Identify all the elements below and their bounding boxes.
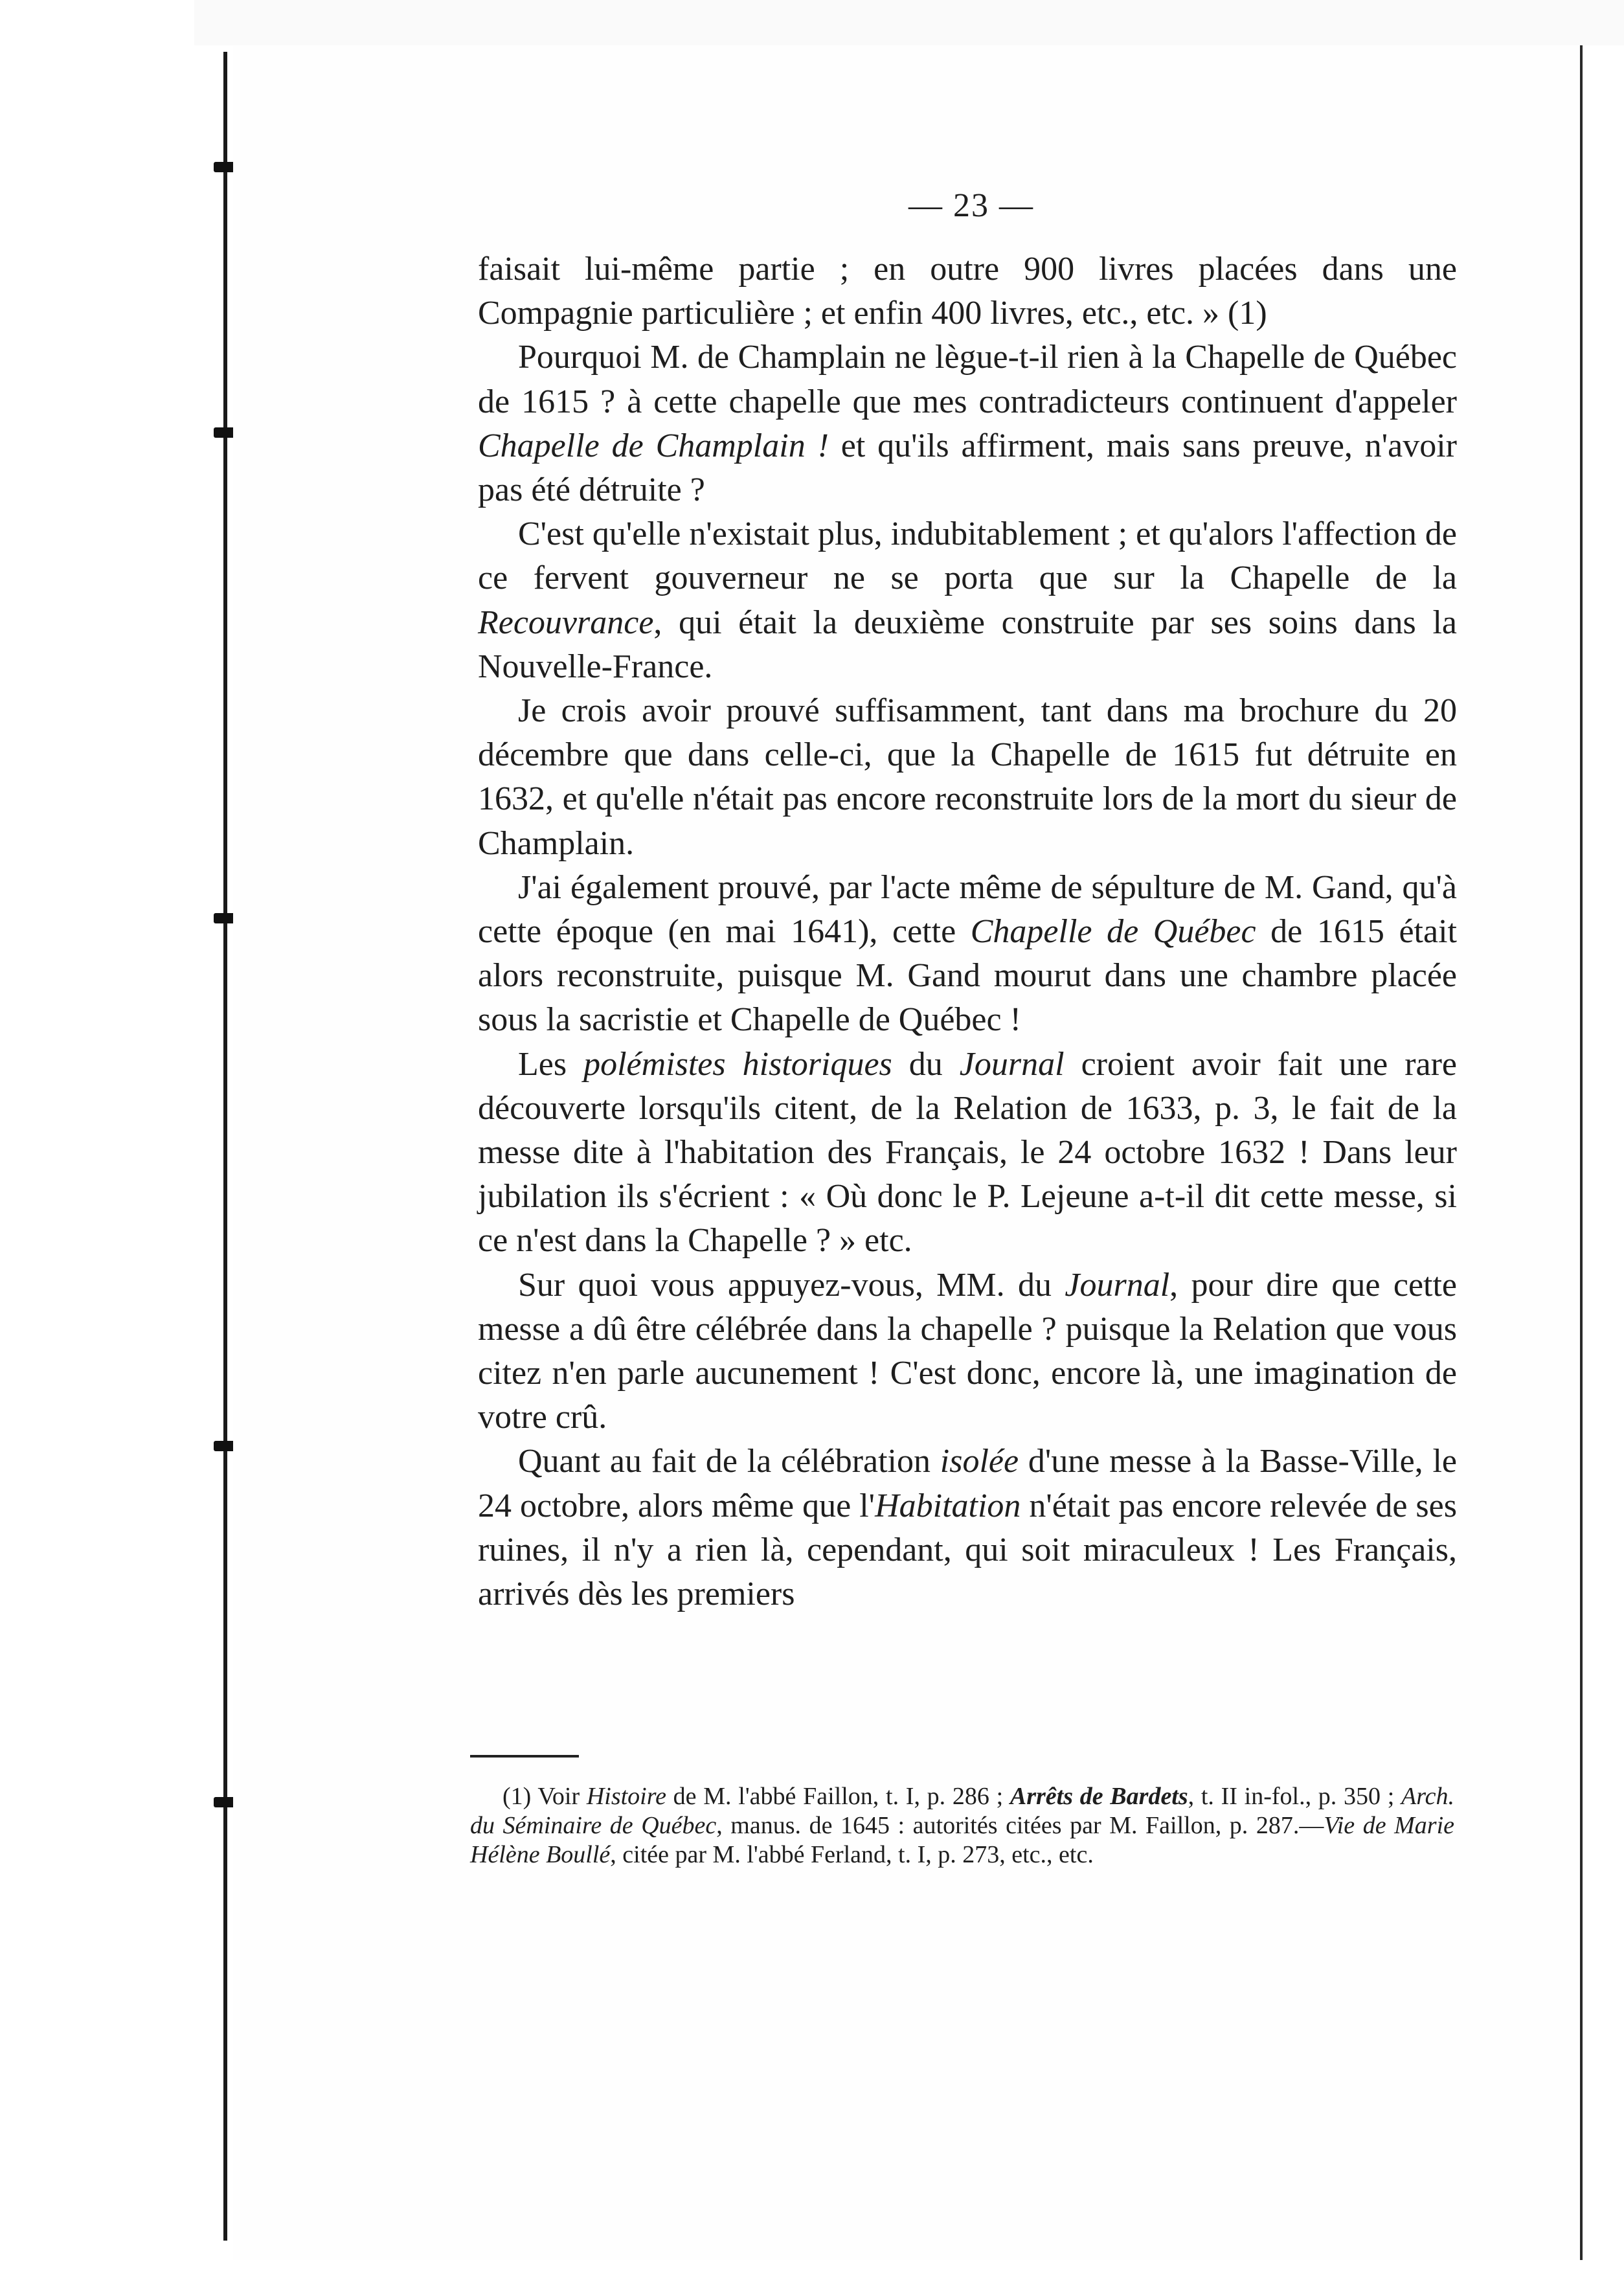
text-run: de 1615 était alors reconstruite, puisque M. Gand mourut dans une chambre placée sous la sacristie et Chapelle de Québec ! bbox=[478, 913, 1457, 1039]
italic-text: polémistes historiques bbox=[583, 1045, 892, 1083]
paragraph bbox=[478, 1440, 1457, 1616]
text-run: J'ai également prouvé, par l'acte même de sépulture de M. Gand, qu'à cette époque (en mai 1641), cette bbox=[478, 868, 1457, 951]
paragraph bbox=[478, 689, 1457, 866]
page-number: — 23 — bbox=[908, 187, 1034, 224]
text-run: Pourquoi M. de Champlain ne lègue-t-il rien à la Chapelle de Québec de 1615 ? à cette chapelle que mes contradicteurs continuent d'appeler bbox=[478, 339, 1457, 420]
italic-text: Recouvrance bbox=[478, 604, 654, 641]
text-run: C'est qu'elle n'existait plus, indubitablement ; et qu'alors l'affection de ce fervent gouverneur ne se porta que sur la Chapelle de la bbox=[478, 515, 1457, 597]
scan-left-margin bbox=[0, 0, 194, 2295]
italic-text: Journal bbox=[1065, 1266, 1170, 1304]
italic-text: Habitation bbox=[875, 1487, 1021, 1524]
italic-text: Arch. du Séminaire de Québec bbox=[470, 1783, 1454, 1839]
text-run: n'était pas encore relevée de ses ruines, il n'y a rien là, cependant, qui soit miraculeux ! Les Français, arrivés dès les premiers bbox=[478, 1487, 1457, 1613]
text-run: , citée par M. l'abbé Ferland, t. I, p. 273, etc., etc. bbox=[610, 1841, 1094, 1868]
body-text bbox=[478, 247, 1457, 1616]
italic-text: Histoire bbox=[586, 1783, 666, 1810]
text-run: Les bbox=[518, 1045, 584, 1083]
text-run: , qui était la deuxième construite par ses soins dans la Nouvelle-France. bbox=[478, 604, 1457, 685]
text-run: Quant au fait de la célébration bbox=[518, 1443, 940, 1480]
text-run: croient avoir fait une rare découverte lorsqu'ils citent, de la Relation de 1633, p. 3, le fait de la messe dite à l'habitation des Français, le 24 octobre 1632 ! Dans leur jubilation ils s'écrient : « Où donc le P. Lejeune a-t-il dit cette messe, si ce n'est dans la Chapelle ? » etc. bbox=[478, 1045, 1457, 1260]
paragraph bbox=[478, 512, 1457, 689]
italic-text: Vie de Marie Hélène Boullé bbox=[470, 1812, 1455, 1868]
scan-top-edge bbox=[0, 0, 1624, 45]
text-run: faisait lui-même partie ; en outre 900 livres placées dans une Compagnie particulière ; et enfin 400 livres, etc., etc. » (1) bbox=[478, 251, 1457, 332]
text-run: , manus. de 1645 : autorités citées par M. Faillon, p. 287.— bbox=[716, 1812, 1324, 1839]
italic-text: Chapelle de Québec bbox=[970, 913, 1256, 951]
paragraph bbox=[478, 247, 1457, 335]
text-run: (1) Voir bbox=[502, 1783, 587, 1810]
text-run: et qu'ils affirment, mais sans preuve, n'avoir pas été détruite ? bbox=[478, 427, 1457, 509]
footnote-rule bbox=[470, 1755, 579, 1758]
paragraph bbox=[478, 335, 1457, 512]
italic-text: Journal bbox=[959, 1045, 1065, 1083]
text-run: du bbox=[892, 1045, 960, 1083]
italic-text: Chapelle de Champlain ! bbox=[478, 427, 829, 464]
footnote-text bbox=[470, 1782, 1454, 1870]
paragraph bbox=[478, 1043, 1457, 1263]
text-run: , t. II in-fol., p. 350 ; bbox=[1188, 1783, 1402, 1810]
text-run: Sur quoi vous appuyez-vous, MM. du bbox=[518, 1266, 1065, 1304]
text-run: de M. l'abbé Faillon, t. I, p. 286 ; bbox=[666, 1783, 1010, 1810]
binding-edge bbox=[223, 52, 227, 2241]
paragraph bbox=[478, 1263, 1457, 1440]
paragraph bbox=[478, 866, 1457, 1043]
italic-text: isolée bbox=[940, 1443, 1019, 1480]
text-run: Je crois avoir prouvé suffisamment, tant dans ma brochure du 20 décembre que dans celle-ci, que la Chapelle de 1615 fut détruite en 1632, et qu'elle n'était pas encore reconstruite lors de la mort du sieur de Champlain. bbox=[478, 692, 1457, 862]
text-run: , pour dire que cette messe a dû être célébrée dans la chapelle ? puisque la Relation que vous citez n'en parle aucunement ! C'est donc, encore là, une imagination de votre crû. bbox=[478, 1266, 1457, 1436]
footnote bbox=[470, 1782, 1454, 1870]
bold-italic-text: Arrêts de Bardets bbox=[1009, 1783, 1188, 1810]
text-run: d'une messe à la Basse-Ville, le 24 octobre, alors même que l' bbox=[478, 1443, 1457, 1524]
